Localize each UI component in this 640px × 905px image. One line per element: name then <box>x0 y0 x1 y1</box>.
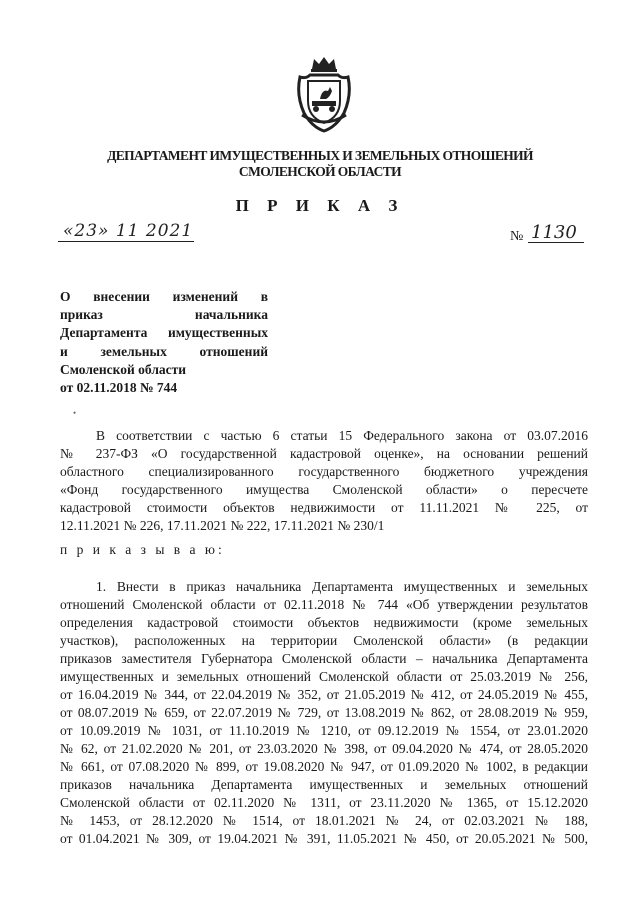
subject-block <box>60 288 268 397</box>
item1-line: от 16.04.2019 № 344, от 22.04.2019 № 352, от 21.05.2019 № 412, от 24.05.2019 № 455, <box>60 687 588 702</box>
item1-line: от 10.09.2019 № 1031, от 11.10.2019 № 1210, от 09.12.2019 № 1554, от 23.01.2020 <box>60 723 588 738</box>
document-title: П Р И К А З <box>235 196 405 215</box>
preamble-line: кадастровой стоимости объектов недвижимости от 11.11.2021 № 225, от <box>60 500 588 515</box>
smolensk-coat-of-arms-icon <box>292 55 356 135</box>
subject-line: О внесении изменений в <box>60 289 268 304</box>
item1-line: от 08.07.2019 № 659, от 22.07.2019 № 729, от 13.08.2019 № 862, от 28.08.2019 № 959, <box>60 705 588 720</box>
subject-line: и земельных отношений <box>60 343 268 359</box>
item1-line: определения кадастровой стоимости объектов недвижимости (кроме земельных <box>60 615 588 630</box>
date-underline <box>58 241 194 242</box>
handwritten-date: «23» 11 2021 <box>63 221 194 241</box>
preamble-paragraph <box>60 427 588 535</box>
item1-line: 1. Внести в приказ начальника Департамента имущественных и земельных <box>96 579 588 594</box>
stray-mark: • <box>73 408 77 418</box>
item1-paragraph <box>60 578 588 848</box>
item1-line: № 62, от 21.02.2020 № 201, от 23.03.2020 № 398, от 09.04.2020 № 474, от 28.05.2020 <box>60 741 588 756</box>
item1-line: участков), расположенных на территории Смоленской области» (в редакции <box>60 633 588 648</box>
item1-line: Смоленской области от 02.11.2020 № 1311, от 23.11.2020 № 1365, от 15.12.2020 <box>60 795 588 810</box>
preamble-line: 12.11.2021 № 226, 17.11.2021 № 222, 17.11.2021 № 230/1 <box>60 518 385 533</box>
item1-line: имущественных и земельных отношений Смоленской области от 25.03.2019 № 256, <box>60 669 588 684</box>
item1-line: отношений Смоленской области от 02.11.2018 № 744 «Об утверждении результатов <box>60 597 588 612</box>
item1-line: приказов начальника Департамента имущественных и земельных отношений <box>60 777 588 792</box>
subject-line: Смоленской области <box>60 361 187 377</box>
preamble-line: № 237-ФЗ «О государственной кадастровой оценке», на основании решений <box>60 446 588 461</box>
preamble-line: В соответствии с частью 6 статьи 15 Федерального закона от 03.07.2016 <box>96 428 588 443</box>
handwritten-number: 1130 <box>531 222 577 243</box>
preamble-line: «Фонд государственного имущества Смоленской области» о пересчете <box>60 482 588 497</box>
item1-line: № 1453, от 28.12.2020 № 1514, от 18.01.2021 № 24, от 02.03.2021 № 188, <box>60 813 588 828</box>
item1-line: № 661, от 07.08.2020 № 899, от 19.08.2020 № 947, от 01.09.2020 № 1002, в редакции <box>60 759 588 774</box>
subject-line: Департамента имущественных <box>60 325 268 341</box>
number-label: № <box>510 229 524 244</box>
item1-line: от 01.04.2021 № 309, от 19.04.2021 № 391, 11.05.2021 № 450, от 20.05.2021 № 500, <box>60 831 588 846</box>
organization-name-line1: ДЕПАРТАМЕНТ ИМУЩЕСТВЕННЫХ И ЗЕМЕЛЬНЫХ ОТНОШЕНИЙ <box>107 148 533 163</box>
preamble-line: областного специализированного государственного бюджетного учреждения <box>60 464 588 479</box>
order-word: п р и к а з ы в а ю: <box>60 542 225 557</box>
organization-name-line2: СМОЛЕНСКОЙ ОБЛАСТИ <box>238 164 402 179</box>
number-underline <box>528 242 584 243</box>
subject-line: от 02.11.2018 № 744 <box>60 380 178 396</box>
subject-line: приказ начальника <box>60 307 268 323</box>
item1-line: приказов заместителя Губернатора Смоленской области – начальника Департамента <box>60 651 588 666</box>
